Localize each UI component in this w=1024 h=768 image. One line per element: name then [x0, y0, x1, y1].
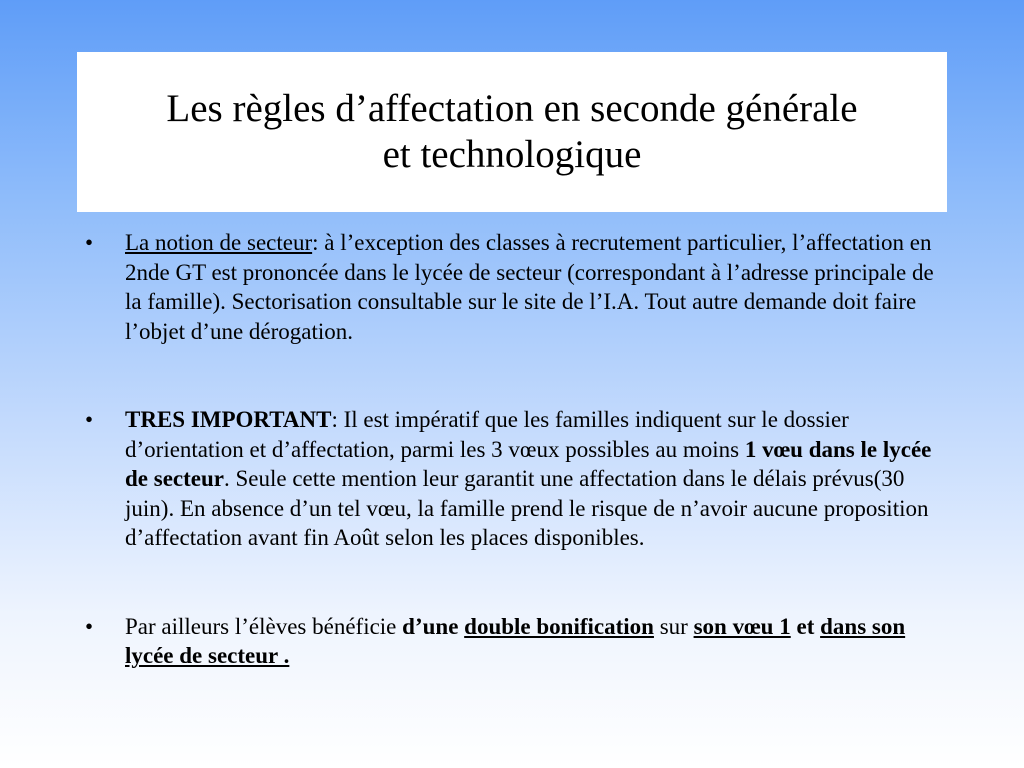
- slide-content: [85, 228, 945, 671]
- title-box: [77, 52, 947, 212]
- bullet-item-secteur: [85, 228, 945, 346]
- bullet-item-bonification: [85, 612, 945, 671]
- bullet-item-important: [85, 405, 945, 553]
- bullet-icon: •: [85, 613, 94, 639]
- bullet-1-text: : à l’exception des classes à recrutement particulier, l’affectation en 2nde GT est prononcée dans le lycée de secteur (correspondant à l’adresse principale de la famille). Sectorisation consultable sur le site de l’I.A. Tout autre demande doit faire l’objet d’une dérogation.: [125, 230, 934, 344]
- bullet-2-text-a: : Il est impératif que les familles indiquent sur le dossier d’orientation et d’affectation, parmi les 3 vœux possibles au moins: [125, 407, 849, 462]
- bullet-2-emphasis: 1 vœu dans le lycée de secteur: [125, 436, 932, 491]
- bullet-icon: •: [85, 407, 94, 432]
- bullet-3-underlined-b: son vœu 1: [693, 613, 791, 639]
- bullet-1-heading: La notion de secteur: [125, 230, 313, 255]
- bullet-3-text-b: sur: [659, 613, 688, 639]
- slide-title-line-1: Les règles d’affectation en seconde générale: [166, 87, 858, 130]
- bullet-3-text-a: Par ailleurs l’élèves bénéficie: [125, 613, 403, 639]
- slide-title-line-2: et technologique: [382, 133, 642, 176]
- bullet-3-underlined-c: dans son lycée de secteur .: [125, 613, 906, 668]
- bullet-3-underlined-a: double bonification: [464, 613, 654, 639]
- bullet-2-heading: TRES IMPORTANT: [125, 407, 332, 432]
- bullet-2-text-b: . Seule cette mention leur garantit une affectation dans le délais prévus(30 juin). En absence d’un tel vœu, la famille prend le risque de n’avoir aucune proposition d’affectation avant fin Août selon les places disponibles.: [125, 466, 929, 550]
- bullet-icon: •: [85, 230, 94, 255]
- bullet-3-bold-b: et: [796, 613, 815, 639]
- bullet-3-bold-a: d’une: [402, 613, 459, 639]
